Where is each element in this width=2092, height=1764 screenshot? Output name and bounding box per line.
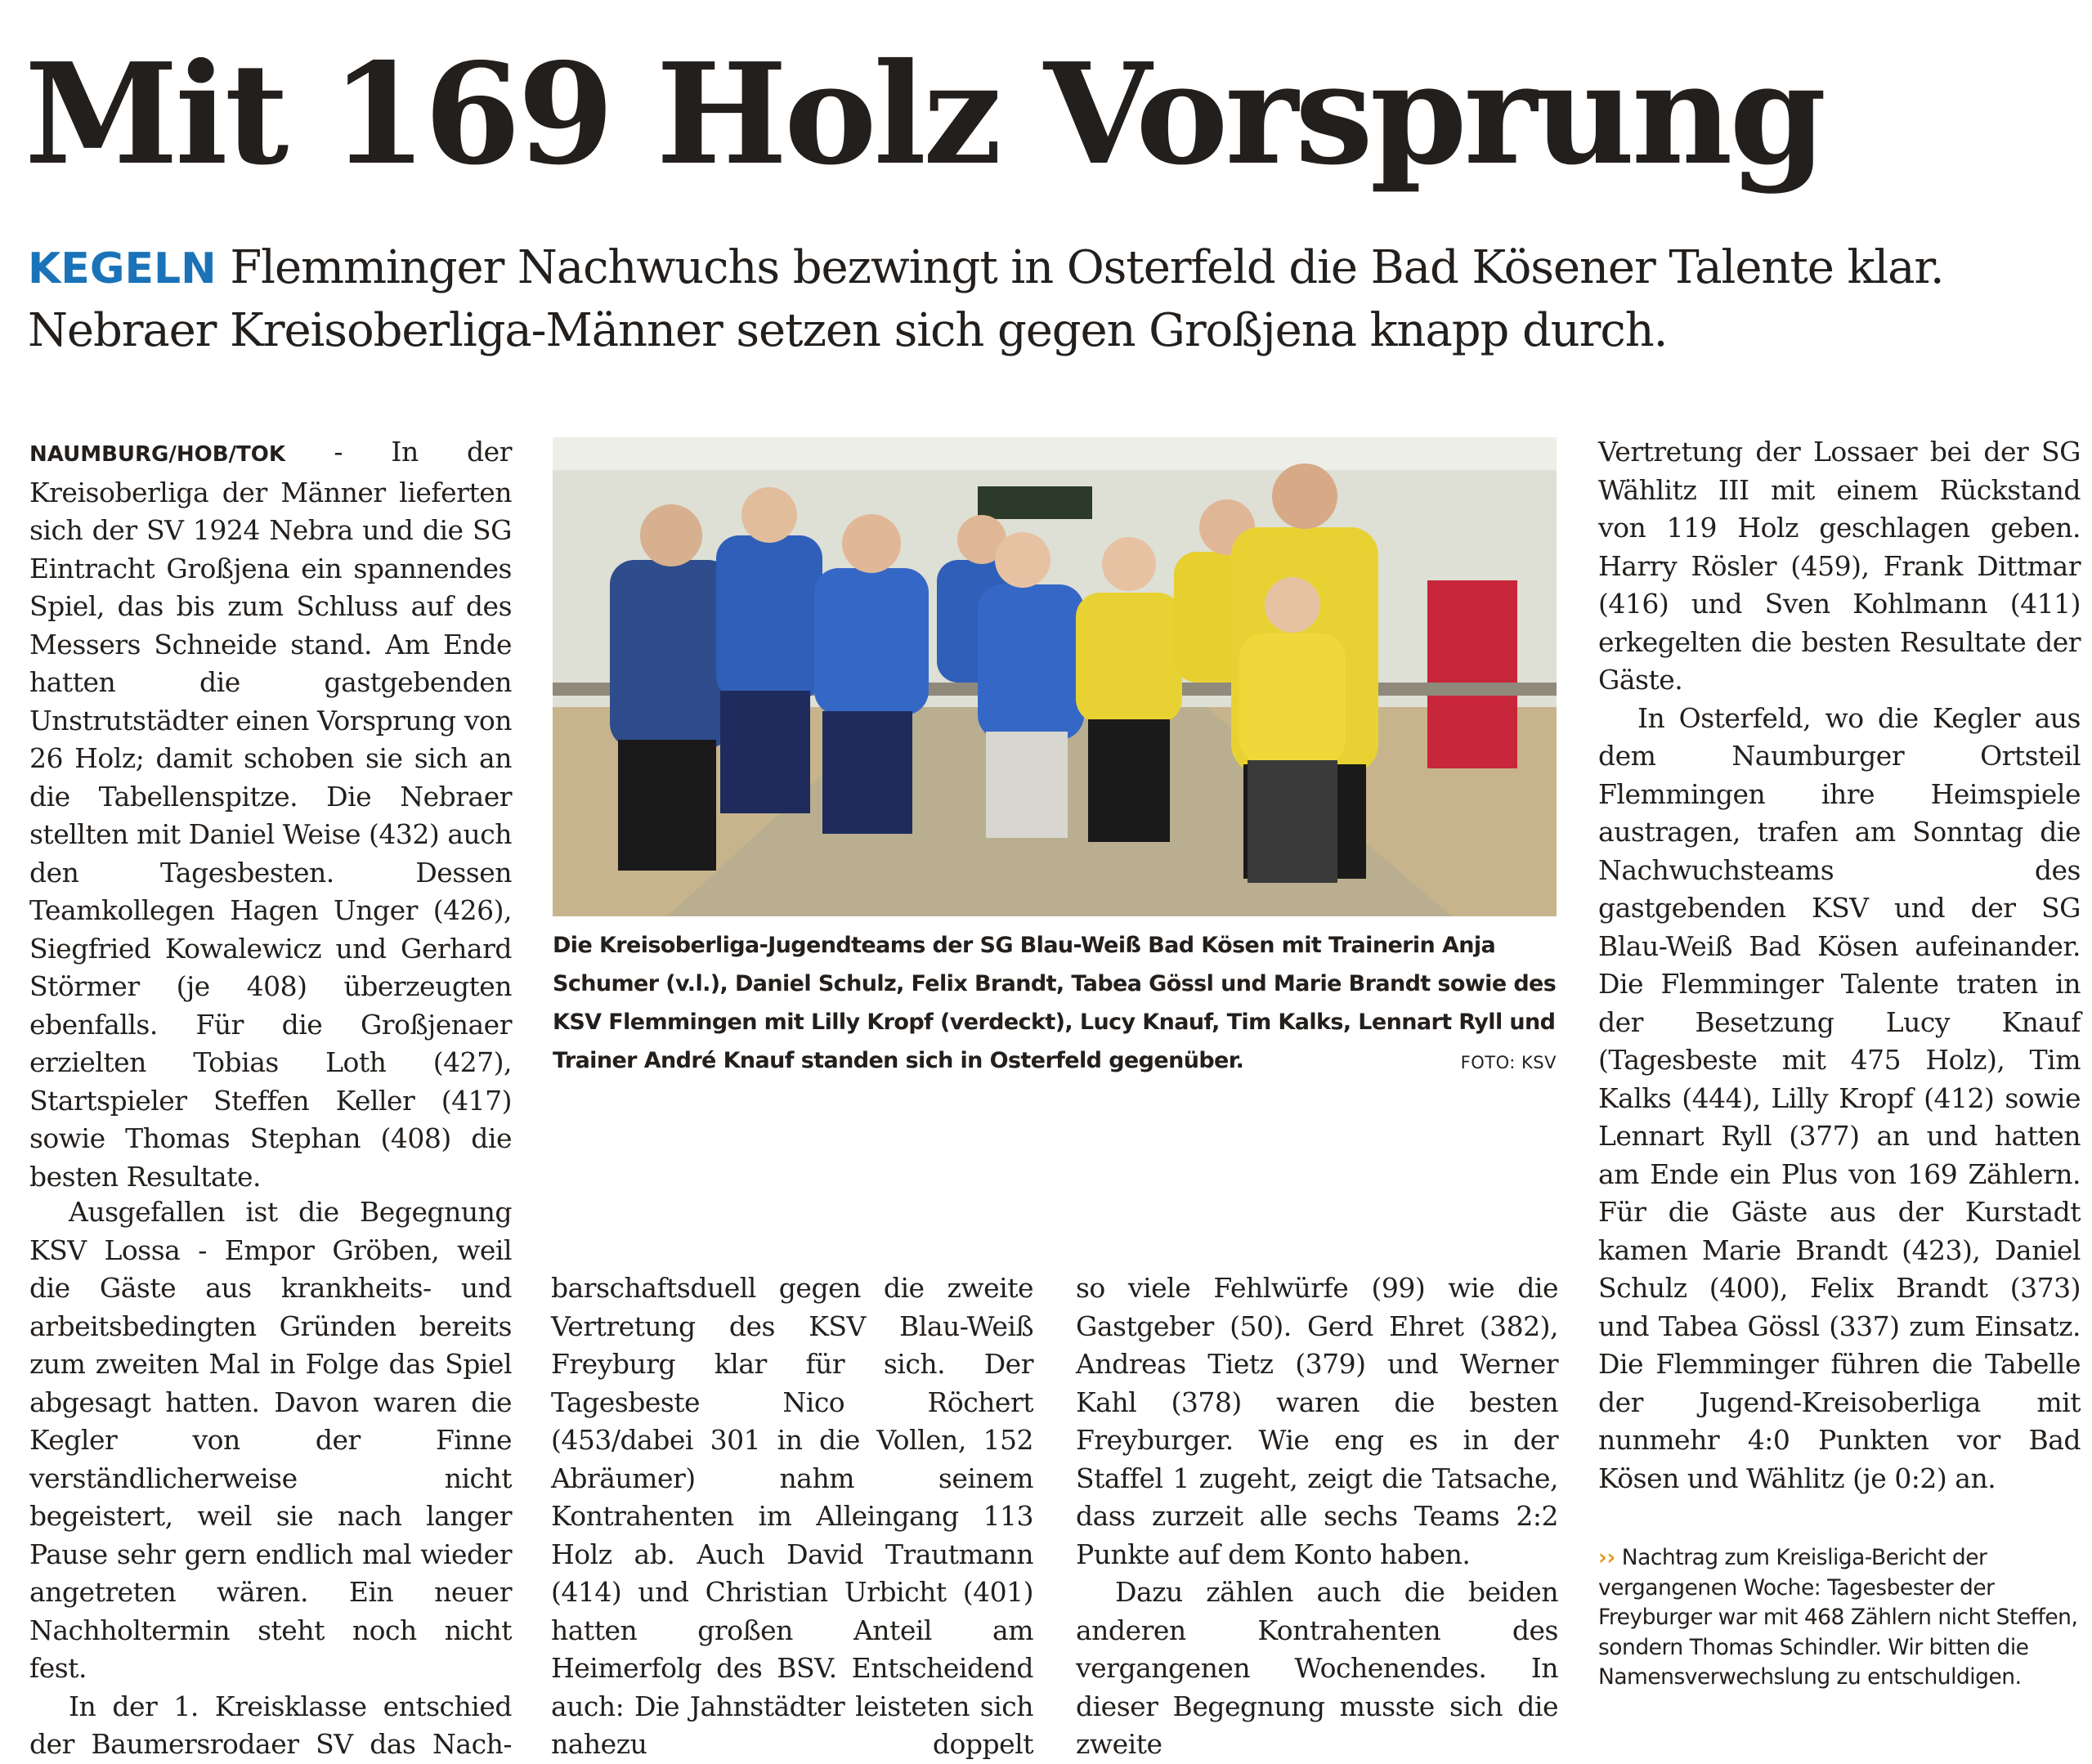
double-chevron-icon: ›› — [1598, 1545, 1615, 1570]
team-photo — [553, 437, 1557, 916]
article-column-4 — [1598, 433, 2081, 1498]
article-column-1 — [29, 433, 512, 1196]
paragraph: barschaftsduell gegen die zweite Vertretung des KSV Blau-Weiß Freyburg klar für sich. Der Tagesbeste Nico Röchert (453/dabei 301 in die Vollen, 152 Abräumer) nahm seinem Kontrahenten im Alleingang 113 Holz ab. Auch David Trautmann (414) und Christian Urbicht (401) hatten großen Anteil am Heimerfolg des BSV. Entscheidend auch: Die Jahnstädter leisteten sich nahezu doppelt — [551, 1272, 1033, 1760]
correction-text: Nachtrag zum Kreisliga-Bericht der vergangenen Woche: Tagesbester der Freyburger war mit 468 Zählern nicht Steffen, sondern Thomas Schindler. Wir bitten die Namensverwechslung zu entschuldigen. — [1598, 1545, 2078, 1690]
headline: Mit 169 Holz Vorsprung — [25, 33, 1824, 196]
paragraph: Ausgefallen ist die Begegnung KSV Lossa - Empor Gröben, weil die Gäste aus krankheits- und arbeitsbedingten Gründen bereits zum zweiten Mal in Folge das Spiel abgesagt hatten. Davon waren die Kegler von der Finne verständlicherweise nicht begeistert, weil sie nach langer Pause sehr gern endlich mal wieder angetreten wären. Ein neuer Nachholtermin steht noch nicht fest. — [29, 1196, 512, 1684]
article-column-3 — [1076, 1269, 1558, 1764]
paragraph: Dazu zählen auch die beiden anderen Kontrahenten des vergangenen Wochenendes. In dieser Begegnung musste sich die zweite — [1076, 1576, 1558, 1760]
paragraph — [29, 433, 512, 1196]
subheadline-line-1: Flemminger Nachwuchs bezwingt in Osterfeld die Bad Kösener Talente klar. — [230, 241, 1944, 294]
paragraph: Vertretung der Lossaer bei der SG Wählitz III mit einem Rückstand von 119 Holz geschlagen geben. Harry Rösler (459), Frank Dittmar (416) und Sven Kohlmann (411) erkegelten die besten Resultate der Gäste. — [1598, 436, 2081, 696]
paragraph-text: - In der Kreisoberliga der Männer lieferten sich der SV 1924 Nebra und die SG Eintracht Großjena ein spannendes Spiel, das bis zum Schluss auf des Messers Schneide stand. Am Ende hatten die gastgebenden Unstrutstädter einen Vorsprung von 26 Holz; damit schoben sie sich an die Tabellenspitze. Die Nebraer stellten mit Daniel Weise (432) auch den Tagesbesten. Dessen Teamkollegen Hagen Unger (426), Siegfried Kowalewicz und Gerhard Störmer (je 408) überzeugten ebenfalls. Für die Großjenaer erzielten Tobias Loth (427), Startspieler Steffen Keller (417) sowie Thomas Stephan (408) die besten Resultate. — [29, 436, 512, 1193]
caption-text: Die Kreisoberliga-Jugendteams der SG Blau-Weiß Bad Kösen mit Trainerin Anja Schumer (v.l.), Daniel Schulz, Felix Brandt, Tabea Gössl und Marie Brandt sowie des KSV Flemmingen mit Lilly Kropf (verdeckt), Lucy Knauf, Tim Kalks, Lennart Ryll und Trainer André Knauf standen sich in Osterfeld gegenüber. — [553, 933, 1557, 1073]
paragraph: In der 1. Kreisklasse entschied der Baumersrodaer SV das Nach- — [29, 1690, 512, 1760]
subheadline — [28, 237, 2072, 361]
paragraph: so viele Fehlwürfe (99) wie die Gastgeber (50). Gerd Ehret (382), Andreas Tietz (379) und Werner Kahl (378) waren die besten Freyburger. Wie eng es in der Staffel 1 zugeht, zeigt die Tatsache, dass zurzeit alle sechs Teams 2:2 Punkte auf dem Konto haben. — [1076, 1272, 1558, 1570]
dateline: NAUMBURG/HOB/TOK — [29, 442, 286, 467]
correction-note — [1598, 1543, 2081, 1693]
team-photo-image — [553, 437, 1557, 916]
photo-credit: FOTO: KSV — [1460, 1053, 1557, 1072]
article-column-2 — [551, 1269, 1033, 1764]
kicker: KEGELN — [28, 244, 217, 293]
photo-caption — [553, 926, 1557, 1082]
subheadline-line-2: Nebraer Kreisoberliga-Männer setzen sich gegen Großjena knapp durch. — [28, 304, 1668, 357]
article-column-1-continued — [29, 1193, 512, 1764]
paragraph: In Osterfeld, wo die Kegler aus dem Naumburger Ortsteil Flemmingen ihre Heimspiele austragen, trafen am Sonntag die Nachwuchsteams des gastgebenden KSV und der SG Blau-Weiß Bad Kösen aufeinander. Die Flemminger Talente traten in der Besetzung Lucy Knauf (Tagesbeste mit 475 Holz), Tim Kalks (444), Lilly Kropf (412) sowie Lennart Ryll (377) an und hatten am Ende ein Plus von 169 Zählern. Für die Gäste aus der Kurstadt kamen Marie Brandt (423), Daniel Schulz (400), Felix Brandt (373) und Tabea Gössl (337) zum Einsatz. Die Flemminger führen die Tabelle der Jugend-Kreisoberliga mit nunmehr 4:0 Punkten vor Bad Kösen und Wählitz (je 0:2) an. — [1598, 701, 2081, 1494]
